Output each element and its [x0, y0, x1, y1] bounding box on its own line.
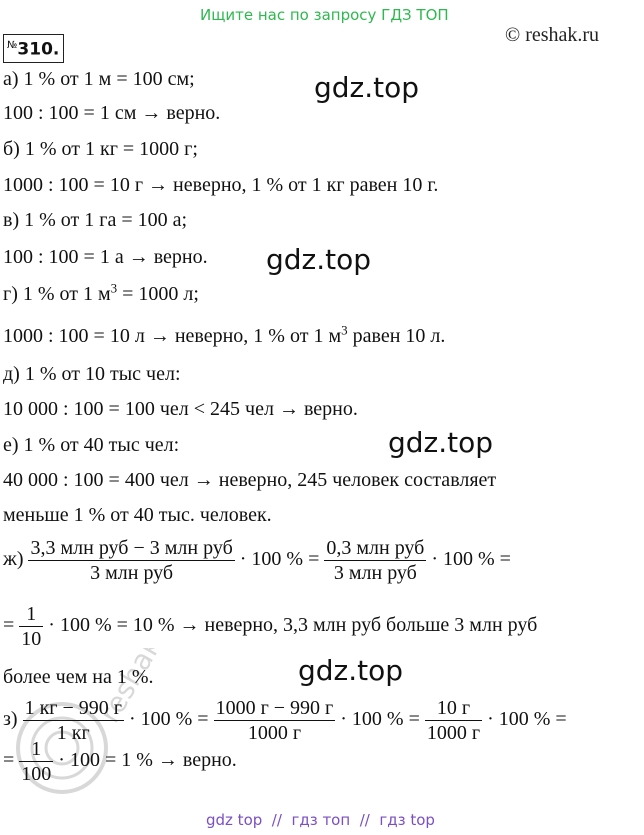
- copyright-credit: © reshak.ru: [505, 24, 600, 46]
- watermark-gdz-top: gdz.top: [266, 243, 372, 276]
- numerator: 0,3 млн руб: [326, 537, 425, 559]
- line-e1: е) 1 % от 40 тыс чел:: [3, 434, 180, 456]
- watermark-gdz-top: gdz.top: [298, 654, 404, 687]
- fraction: [19, 602, 43, 651]
- label-zh: ж): [3, 548, 24, 571]
- denominator: 3 млн руб: [333, 562, 417, 584]
- search-banner[interactable]: Ищите нас по запросу ГДЗ ТОП: [200, 6, 449, 24]
- line-g1-end: = 1000 л;: [117, 283, 199, 305]
- line-g2-end: равен 10 л.: [347, 325, 446, 347]
- fraction: [28, 536, 234, 585]
- numerator: 1000 г − 990 г: [215, 697, 334, 719]
- line-a1: а) 1 % от 1 м = 100 см;: [3, 68, 195, 90]
- fraction: [19, 737, 53, 786]
- numerator: 1 кг − 990 г: [24, 697, 122, 719]
- denominator: 3 млн руб: [90, 562, 174, 584]
- operator: · 100 % =: [431, 548, 511, 571]
- watermark-gdz-top: gdz.top: [314, 71, 420, 104]
- line-z2-text: · 100 = 1 % → верно.: [58, 749, 237, 772]
- operator: · 100 % =: [487, 708, 567, 731]
- line-d1: д) 1 % от 10 тыс чел:: [3, 363, 181, 385]
- cube-exponent: 3: [110, 280, 118, 296]
- line-d2: 10 000 : 100 = 100 чел < 245 чел → верно.: [3, 398, 358, 420]
- task-number: 310.: [17, 39, 60, 60]
- line-g1: [3, 282, 199, 306]
- line-zh2: [3, 602, 537, 651]
- task-number-box: [3, 34, 64, 63]
- denominator: 1000 г: [426, 722, 481, 744]
- line-e3: меньше 1 % от 40 тыс. человек.: [3, 504, 272, 526]
- number-sign: №: [7, 40, 18, 51]
- operator: · 100 % =: [239, 548, 320, 571]
- line-a2: 100 : 100 = 1 см → верно.: [3, 102, 221, 124]
- cube-exponent: 3: [341, 322, 348, 338]
- line-b1: б) 1 % от 1 кг = 1000 г;: [3, 138, 198, 160]
- denominator: 1 кг: [56, 722, 90, 744]
- svg-text:reshak.ru: reshak.ru: [92, 648, 172, 729]
- line-v2: 100 : 100 = 1 а → верно.: [3, 246, 208, 268]
- label-z: з): [3, 708, 18, 731]
- line-zh1: [3, 536, 511, 585]
- line-g2-text: 1000 : 100 = 10 л → неверно, 1 % от 1 м: [3, 325, 342, 347]
- denominator: 100: [21, 763, 52, 785]
- numerator: 1: [19, 602, 43, 627]
- line-g1-text: г) 1 % от 1 м: [3, 283, 111, 305]
- operator: · 100 % =: [340, 708, 420, 731]
- equals: =: [3, 749, 15, 772]
- numerator: 1: [19, 737, 53, 762]
- watermark-gdz-top: gdz.top: [388, 426, 494, 459]
- footer-links[interactable]: gdz top // гдз топ // гдз top: [206, 811, 435, 829]
- line-z2: [3, 737, 237, 786]
- line-e2: 40 000 : 100 = 400 чел → неверно, 245 человек составляет: [3, 469, 497, 491]
- line-zh2-text: · 100 % = 10 % → неверно, 3,3 млн руб больше 3 млн руб: [48, 614, 538, 637]
- denominator: 10: [21, 628, 42, 650]
- denominator: 1000 г: [247, 722, 302, 744]
- fraction: [425, 696, 482, 745]
- operator: · 100 % =: [128, 708, 209, 731]
- numerator: 3,3 млн руб − 3 млн руб: [30, 537, 233, 559]
- equals: =: [3, 614, 15, 637]
- line-zh3: более чем на 1 %.: [3, 666, 154, 688]
- numerator: 10 г: [425, 696, 482, 721]
- line-b2: 1000 : 100 = 10 г → неверно, 1 % от 1 кг равен 10 г.: [3, 174, 439, 196]
- fraction: [324, 536, 426, 585]
- line-g2: [3, 324, 445, 348]
- line-v1: в) 1 % от 1 га = 100 а;: [3, 209, 188, 231]
